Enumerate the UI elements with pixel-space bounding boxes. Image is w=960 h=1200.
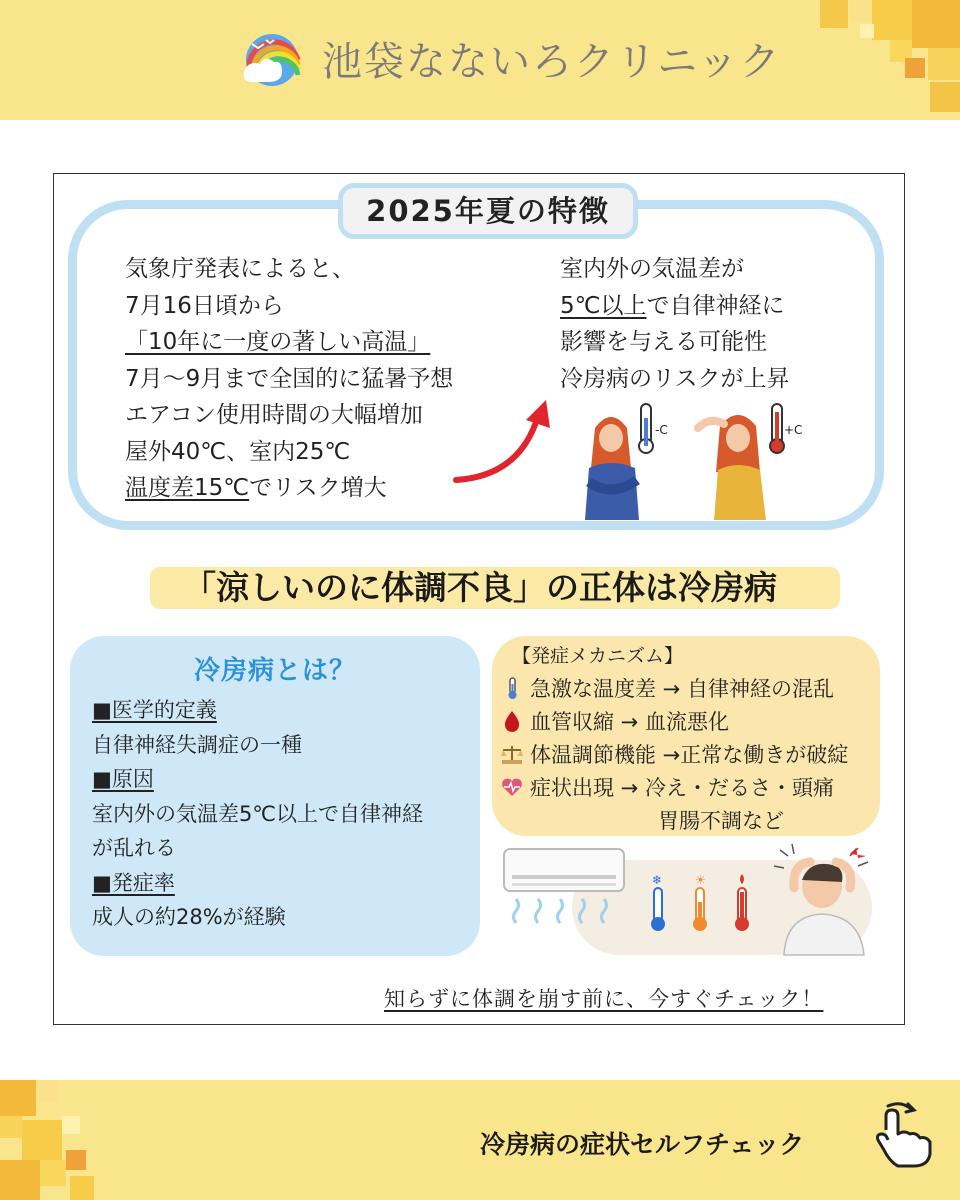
hot-woman-illustration [690, 398, 803, 523]
cause-body: が乱れる [92, 836, 176, 860]
summer-left-line: 屋外40℃、室内25℃ [125, 438, 351, 465]
headache-man-illustration [770, 840, 878, 955]
mechanism-item-text: 体温調節機能 →正常な働きが破綻 [530, 743, 849, 767]
curved-arrow-icon [450, 398, 560, 488]
five-degree-underlined: 5℃以上 [560, 292, 647, 319]
mechanism-item-text: 血管収縮 → 血流悪化 [530, 710, 729, 734]
heartbeat-icon [500, 775, 524, 799]
summer-right-line [560, 288, 790, 325]
mechanism-item-text: 症状出現 → 冷え・だるさ・頭痛 [530, 776, 834, 800]
summer-right-line: 室内外の気温差が [560, 256, 744, 282]
air-conditioner-illustration [500, 845, 630, 935]
incidence-body: 成人の約28%が経験 [92, 905, 286, 929]
thermo-cold-label: -C [655, 423, 668, 437]
summer-right-text [560, 251, 790, 397]
summer-title-badge [338, 183, 638, 239]
summer-left-line: 7月16日頃から [125, 292, 284, 319]
check-now-text: 知らずに体調を崩す前に、今すぐチェック！ [384, 987, 824, 1011]
thermo-hot-label: +C [784, 423, 803, 437]
svg-text:☀: ☀ [695, 873, 706, 887]
self-check-link[interactable]: 冷房病の症状セルフチェック [480, 1130, 805, 1159]
clinic-name: 池袋なないろクリニック [322, 39, 782, 85]
rainbow-logo-icon [238, 30, 306, 86]
headline: 「涼しいのに体調不良」の正体は冷房病 [183, 568, 777, 607]
summer-title: 2025年夏の特徴 [366, 194, 610, 228]
summer-left-text [125, 251, 453, 507]
summer-right-line: 冷房病のリスクが上昇 [560, 365, 790, 392]
mechanism-item [500, 706, 848, 739]
svg-text:❄: ❄ [652, 873, 663, 887]
mechanism-item-text: 急激な温度差 → 自律神経の混乱 [530, 677, 834, 701]
five-degree-rest: で自律神経に [646, 292, 785, 319]
blood-drop-icon [500, 709, 524, 733]
summer-left-line: 気象庁発表によると、 [125, 256, 355, 282]
temp-diff-rest: でリスク増大 [249, 475, 387, 501]
definition-body: 自律神経失調症の一種 [92, 732, 302, 757]
mechanism-list [500, 640, 848, 838]
incidence-heading: ■発症率 [92, 870, 175, 895]
cause-heading: ■原因 [92, 767, 154, 791]
mechanism-item [500, 739, 848, 772]
summer-left-line: エアコン使用時間の大幅増加 [125, 402, 423, 428]
summer-left-line-last [125, 470, 453, 507]
cold-woman-illustration [575, 398, 675, 523]
thermometer-icon [500, 676, 524, 700]
scale-icon [500, 742, 524, 766]
definition-heading: ■医学的定義 [92, 698, 217, 722]
summer-right-line: 影響を与える可能性 [560, 329, 767, 355]
summer-left-line-highlight: 「10年に一度の著しい高温」 [125, 329, 431, 355]
temp-diff-underlined: 温度差15℃ [125, 475, 250, 501]
definition-title: 冷房病とは？ [193, 656, 356, 686]
mechanism-item [500, 772, 848, 805]
mechanism-continuation: 胃腸不調など [658, 809, 784, 833]
summer-left-line: 7月〜9月まで全国的に猛暑予想 [125, 365, 454, 392]
cause-body: 室内外の気温差5℃以上で自律神経 [92, 801, 423, 826]
mechanism-title: 【発症メカニズム】 [512, 645, 684, 667]
pointing-hand-icon[interactable] [868, 1100, 940, 1170]
thermometers-illustration [640, 872, 760, 934]
definition-text [92, 693, 423, 935]
mechanism-item [500, 673, 848, 706]
